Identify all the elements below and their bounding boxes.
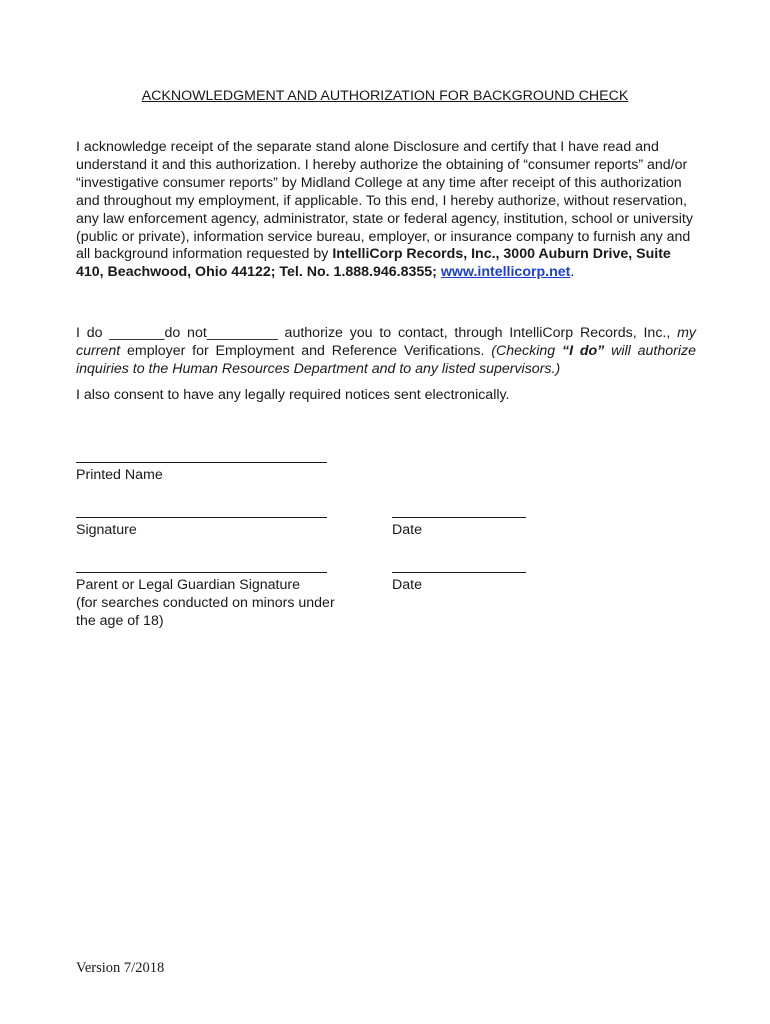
contact-text-c: employer for Employment and Reference Verifications. bbox=[120, 342, 492, 359]
contact-text-b: my current bbox=[76, 325, 696, 359]
intellicorp-address: IntelliCorp Records, Inc., 3000 Auburn Drive, Suite 410, Beachwood, Ohio 44122; Tel. No. 1.888.946.8355; bbox=[76, 246, 671, 281]
guardian-signature-line[interactable] bbox=[76, 572, 327, 573]
signature-label: Signature bbox=[76, 522, 137, 538]
contact-employer-paragraph bbox=[76, 325, 696, 379]
printed-name-label: Printed Name bbox=[76, 467, 163, 483]
date-label: Date bbox=[392, 522, 422, 538]
guardian-label-line1: Parent or Legal Guardian Signature bbox=[76, 577, 300, 593]
authorization-text: I acknowledge receipt of the separate stand alone Disclosure and certify that I have read and understand it and this authorization. I hereby authorize the obtaining of “consumer reports” and/or “investigative consumer reports” by Midland College at any time after receipt of this authorization and throughout my employment, if applicable. To this end, I hereby authorize, without reservation, any law enforcement agency, administrator, state or federal agency, institution, school or university (public or private), information service bureau, employer, or insurance company to furnish any and all background information requested by bbox=[76, 139, 693, 263]
signature-line[interactable] bbox=[76, 517, 327, 518]
guardian-date-label: Date bbox=[392, 577, 422, 593]
document-title: ACKNOWLEDGMENT AND AUTHORIZATION FOR BACKGROUND CHECK bbox=[141, 88, 629, 104]
date-line[interactable] bbox=[392, 517, 526, 518]
contact-text-f: will authorize inquiries to the Human Resources Department and to any listed supervisors.) bbox=[76, 342, 696, 377]
printed-name-line[interactable] bbox=[76, 462, 327, 463]
contact-text-e: “I do” bbox=[561, 342, 605, 359]
guardian-label-line3: the age of 18) bbox=[76, 612, 164, 629]
guardian-label-line2: (for searches conducted on minors under bbox=[76, 594, 335, 611]
contact-text-a: I do _______do not_________ authorize you to contact, through IntelliCorp Records, Inc., bbox=[76, 325, 678, 341]
version-label: Version 7/2018 bbox=[76, 960, 165, 976]
contact-text-d: (Checking bbox=[491, 342, 562, 359]
guardian-signature-label bbox=[76, 577, 335, 631]
authorization-paragraph bbox=[76, 139, 696, 282]
guardian-date-line[interactable] bbox=[392, 572, 526, 573]
period: . bbox=[570, 264, 575, 281]
electronic-consent-paragraph: I also consent to have any legally required notices sent electronically. bbox=[76, 387, 510, 403]
intellicorp-link[interactable]: www.intellicorp.net bbox=[440, 264, 571, 281]
